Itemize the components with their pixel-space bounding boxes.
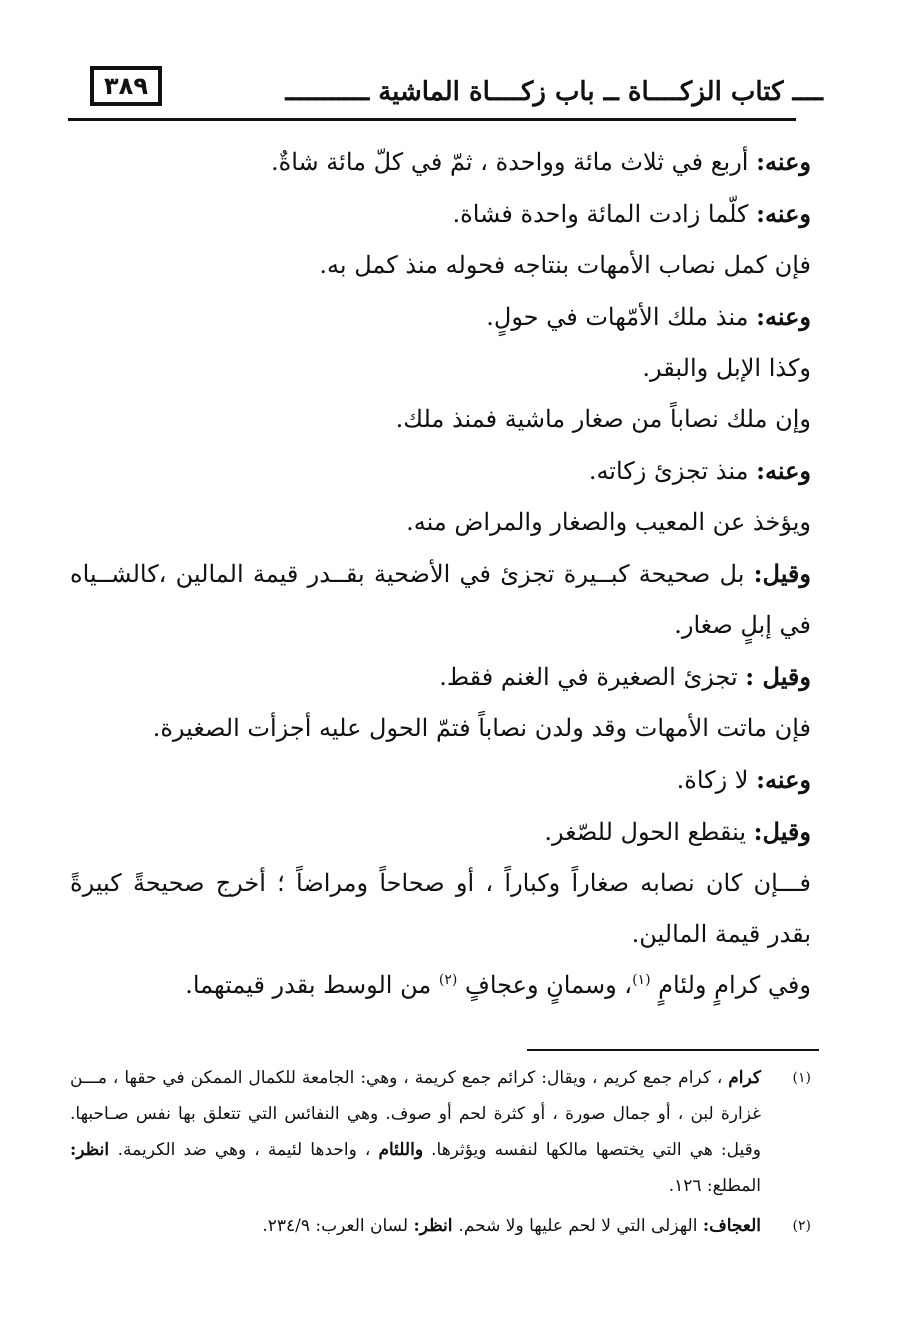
header-rule — [68, 118, 796, 121]
footnote — [70, 1208, 811, 1244]
paragraph-text: منذ ملك الأمّهات في حولٍ. — [486, 303, 757, 331]
paragraph — [70, 188, 811, 240]
paragraph — [70, 858, 811, 960]
paragraph-text: ينقطع الحول للصّغر. — [544, 818, 754, 846]
paragraph-text: ، وسمانٍ وعجافٍ — [457, 971, 633, 999]
paragraph-lead: وقيل : — [745, 662, 811, 691]
footnote-ref-label: انظر: — [70, 1140, 118, 1160]
footnote-ref[interactable]: (٢) — [438, 972, 458, 988]
main-text — [70, 136, 811, 1011]
paragraph — [70, 806, 811, 858]
paragraph — [70, 291, 811, 343]
paragraph-text: كلّما زادت المائة واحدة فشاة. — [452, 200, 757, 228]
paragraph-text: تجزئ الصغيرة في الغنم فقط. — [439, 663, 746, 691]
footnote-ref-label: انظر: — [413, 1216, 459, 1236]
paragraph — [70, 343, 811, 394]
paragraph-lead: وقيل: — [753, 559, 811, 588]
footnote-term: كرام — [728, 1068, 761, 1088]
paragraph — [70, 548, 811, 651]
paragraph — [70, 960, 811, 1011]
paragraph — [70, 240, 811, 291]
paragraph-text: بل صحيحة كبــيرة تجزئ في الأضحية بقــدر قيمة المالين ،كالشــياه في إبلٍ صغار. — [70, 560, 811, 639]
paragraph-text: وفي كرامٍ ولئامٍ — [650, 971, 811, 999]
paragraph — [70, 497, 811, 548]
paragraph-lead: وعنه: — [756, 147, 811, 176]
footnote-rule — [527, 1049, 819, 1051]
paragraph-text: منذ تجزئ زكاته. — [588, 457, 757, 485]
paragraph-text: وإن ملك نصاباً من صغار ماشية فمنذ ملك. — [395, 405, 811, 433]
paragraph-lead: وقيل: — [753, 817, 811, 846]
paragraph — [70, 651, 811, 703]
paragraph — [70, 136, 811, 188]
page-number: ٣٨٩ — [90, 66, 162, 106]
footnote-term: واللئام — [378, 1140, 424, 1160]
paragraph-text: فإن ماتت الأمهات وقد ولدن نصاباً فتمّ الحول عليه أجزأت الصغيرة. — [152, 714, 811, 742]
footnote-source: لسان العرب: ٢٣٤/٩. — [262, 1216, 414, 1236]
paragraph — [70, 394, 811, 445]
paragraph — [70, 754, 811, 806]
footnote-number: (٢) — [792, 1218, 811, 1234]
paragraph-text: فـــإن كان نصابه صغاراً وكباراً ، أو صحاحاً ومراضاً ؛ أخرج صحيحةً كبيرةً بقدر قيمة المالين. — [70, 869, 811, 948]
footnote-text: ، كرام جمع كريم ، ويقال: كرائم جمع كريمة ، وهي: الجامعة للكمال الممكن في حقها ، مـــن غزارة لبن ، أو جمال صورة ، أو كثرة لحم أو صوف. وهي النفائس التي تتعلق بها نفس صـاحبها. وقيل: هي التي يختصها مالكها لنفسه ويؤثرها. — [70, 1068, 761, 1160]
running-title: ــــ كتاب الزكــــاة ــ باب زكــــاة الماشية ـــــــــــ — [285, 77, 823, 107]
paragraph-text: من الوسط بقدر قيمتهما. — [185, 971, 439, 999]
footnote-ref[interactable]: (١) — [632, 972, 651, 988]
footnote-text: الهزلى التي لا لحم عليها ولا شحم. — [458, 1216, 703, 1236]
footnote — [70, 1060, 811, 1204]
paragraph-text: أربع في ثلاث مائة وواحدة ، ثمّ في كلّ مائة شاةٌ. — [271, 148, 757, 176]
paragraph-text: لا زكاة. — [676, 766, 757, 794]
footnote-term: العجاف: — [702, 1216, 761, 1236]
paragraph — [70, 703, 811, 754]
paragraph-lead: وعنه: — [756, 765, 811, 794]
footnotes — [70, 1060, 811, 1248]
footnote-number: (١) — [792, 1070, 811, 1086]
paragraph-lead: وعنه: — [756, 456, 811, 485]
footnote-text: ، واحدها لئيمة ، وهي ضد الكريمة. — [117, 1140, 379, 1160]
paragraph-lead: وعنه: — [756, 302, 811, 331]
footnote-source: المطلع: ١٢٦. — [668, 1176, 761, 1196]
paragraph-text: فإن كمل نصاب الأمهات بنتاجه فحوله منذ كمل به. — [319, 251, 811, 279]
paragraph-text: ويؤخذ عن المعيب والصغار والمراض منه. — [406, 508, 811, 536]
paragraph — [70, 445, 811, 497]
paragraph-lead: وعنه: — [756, 199, 811, 228]
paragraph-text: وكذا الإبل والبقر. — [642, 354, 811, 382]
